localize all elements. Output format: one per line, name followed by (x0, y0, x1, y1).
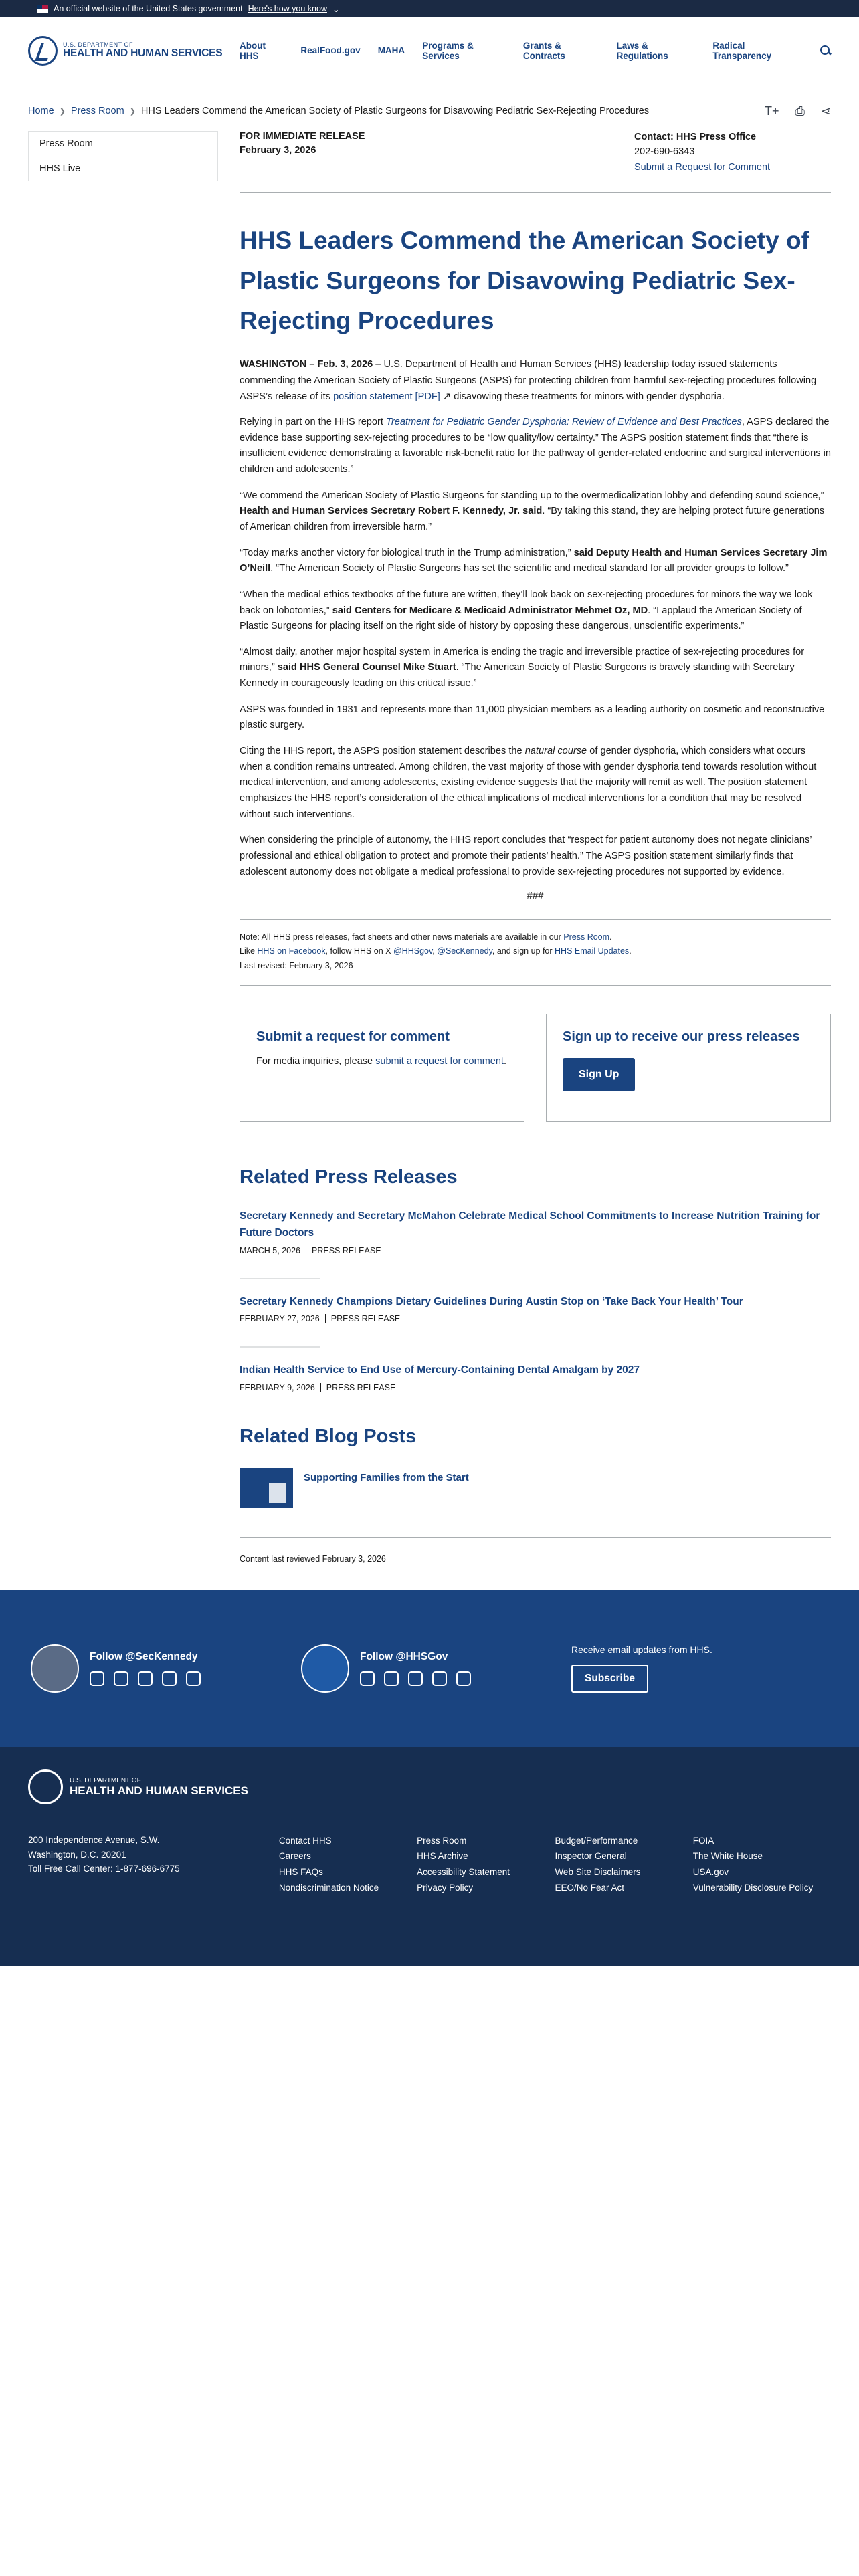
article (240, 128, 831, 1590)
truth-social-icon[interactable] (162, 1671, 177, 1686)
logo-line2: HEALTH AND HUMAN SERVICES (63, 47, 223, 60)
email-updates-link[interactable]: HHS Email Updates (555, 946, 630, 956)
x-icon[interactable] (384, 1671, 399, 1686)
signup-button[interactable]: Sign Up (563, 1058, 635, 1091)
related-item-title[interactable]: Indian Health Service to End Use of Mercury-Containing Dental Amalgam by 2027 (240, 1364, 640, 1376)
chevron-right-icon: ❯ (129, 107, 136, 116)
paragraph: Citing the HHS report, the ASPS position statement describes the natural course of gender dysphoria, which considers what occurs when a condition remains untreated. Among children, the vast majority of those with gender dysphoria tend towards resolution without medical intervention, and among adolescents, existing evidence suggests that the majority will remit as well. The position statement emphasizes the HHS report’s consideration of the ethical implications of medical interventions for a condition that may be resolved without such interventions. (240, 746, 817, 820)
facebook-icon[interactable] (90, 1671, 104, 1686)
position-statement-link[interactable]: position statement [PDF] (333, 391, 440, 402)
related-item: Secretary Kennedy Champions Dietary Guidelines During Austin Stop on ‘Take Back Your Health’ Tour FEBRUARY 27, 2026 PRESS RELEASE (240, 1278, 831, 1324)
avatar (31, 1644, 79, 1693)
release-date: February 3, 2026 (240, 145, 316, 156)
nav-maha[interactable]: MAHA (377, 45, 405, 56)
related-item-title[interactable]: Secretary Kennedy and Secretary McMahon Celebrate Medical School Commitments to Increase Nutrition Training for Future Doctors (240, 1210, 820, 1239)
press-room-link[interactable]: Press Room (563, 932, 610, 942)
request-comment-link[interactable]: Submit a Request for Comment (634, 161, 771, 173)
related-item: Secretary Kennedy and Secretary McMahon Celebrate Medical School Commitments to Increase Nutrition Training for Future Doctors MARCH 5, 2026 PRESS RELEASE (240, 1208, 831, 1255)
page-content (0, 128, 859, 1590)
blog-item-title[interactable]: Supporting Families from the Start (304, 1472, 469, 1484)
footer-logo[interactable]: U.S. DEPARTMENT OF HEALTH AND HUMAN SERVICES (28, 1769, 831, 1818)
footer-link[interactable]: Vulnerability Disclosure Policy (692, 1882, 814, 1893)
site-footer (0, 1747, 859, 1966)
footer-link[interactable]: Press Room (417, 1836, 467, 1846)
seckennedy-x-link[interactable]: @SecKennedy (437, 946, 492, 956)
paragraph: “Today marks another victory for biological truth in the Trump administration,” said Deputy Health and Human Services Secretary Jim O’Neill. “The American Society of Plastic Surgeons has set the scientific and medical standard for all provider groups to follow.” (240, 547, 828, 574)
content-reviewed: Content last reviewed February 3, 2026 (240, 1537, 831, 1564)
nav-programs[interactable]: Programs & Services (422, 40, 474, 61)
comment-card: Submit a request for comment For media inquiries, please submit a request for comment. (240, 1014, 524, 1122)
us-flag-icon (37, 5, 48, 13)
related-press-title: Related Press Releases (240, 1166, 458, 1188)
gov-banner (0, 0, 859, 17)
related-item: Indian Health Service to End Use of Mercury-Containing Dental Amalgam by 2027 FEBRUARY 9, 2026 PRESS RELEASE (240, 1346, 831, 1392)
site-header (0, 17, 859, 84)
hhs-logo[interactable] (28, 36, 222, 66)
nav-laws[interactable]: Laws & Regulations (616, 40, 668, 61)
footer-links (28, 1833, 831, 1895)
paragraph: “When the medical ethics textbooks of the future are written, they’ll look back on sex-rejecting procedures for minors the way we look back on lobotomies,” said Centers for Medicare & Medicaid Administrator Mehmet Oz, MD. “I applaud the American Society of Plastic Surgeons for placing itself on the right side of history by opposing these dangerous, unscientific experiments.” (240, 588, 813, 632)
release-label: FOR IMMEDIATE RELEASE (240, 131, 365, 142)
hhs-eagle-icon (28, 1769, 63, 1804)
footer-link[interactable]: USA.gov (692, 1866, 729, 1877)
end-marker: ### (527, 890, 544, 902)
hhs-avatar (301, 1644, 349, 1693)
instagram-icon[interactable] (432, 1671, 447, 1686)
chevron-down-icon: ⌄ (332, 4, 340, 14)
article-body (240, 357, 831, 901)
footer-link[interactable]: EEO/No Fear Act (555, 1882, 624, 1893)
paragraph: When considering the principle of autonomy, the HHS report concludes that “respect for patient autonomy does not negate clinicians’ professional and ethical obligation to protect and promote their patients’ health.” The ASPS position statement similarly finds that adolescent autonomy does not obligate a medical professional to provide sex-rejecting procedures not supported by evidence. (240, 835, 812, 877)
release-header (240, 128, 831, 193)
text-size-icon[interactable]: T+ (764, 104, 779, 118)
breadcrumb-current: HHS Leaders Commend the American Society of Plastic Surgeons for Disavowing Pediatric Sex-Rejecting Procedures (140, 106, 650, 116)
sidebar (28, 128, 218, 1590)
nav-about[interactable]: About HHS (240, 40, 266, 61)
footer-link[interactable]: FOIA (692, 1836, 714, 1846)
external-link-icon: ↗ (440, 391, 452, 402)
breadcrumb-home[interactable]: Home (28, 106, 54, 116)
footer-link[interactable]: Inspector General (555, 1851, 627, 1862)
blog-thumbnail[interactable] (240, 1468, 293, 1508)
nav-transparency[interactable]: Radical Transparency (712, 40, 772, 61)
follow-kennedy: Follow @SecKennedy (31, 1644, 301, 1693)
x-icon[interactable] (114, 1671, 128, 1686)
side-nav (28, 131, 218, 181)
main-nav (240, 41, 831, 61)
youtube-icon[interactable] (408, 1671, 423, 1686)
print-icon[interactable]: ⎙ (795, 104, 805, 118)
paragraph: Relying in part on the HHS report Treatment for Pediatric Gender Dysphoria: Review of Evidence and Best Practices, ASPS declared the evidence base supporting sex-rejecting procedures to be “low quality/low certainty.” The ASPS position statement finds that “there is insufficient evidence demonstrating a favorable risk-benefit ratio for the pathway of gender-related endocrine and surgical interventions in children and adolescents.” (240, 417, 831, 475)
paragraph: ASPS was founded in 1931 and represents more than 11,000 physician members as a leading authority on cosmetic and reconstructive plastic surgery. (240, 704, 825, 731)
footer-address: 200 Independence Avenue, S.W. Washington, D.C. 20201 Toll Free Call Center: 1-877-696-6775 (28, 1835, 180, 1874)
hhs-report-link[interactable]: Treatment for Pediatric Gender Dysphoria: Review of Evidence and Best Practices (386, 417, 742, 428)
paragraph: “Almost daily, another major hospital system in America is ending the tragic and irreversible practice of sex-rejecting procedures for minors,” said HHS General Counsel Mike Stuart. “The American Society of Plastic Surgeons is bravely standing with Secretary Kennedy in courageously leading on this critical issue.” (240, 646, 805, 689)
footer-link[interactable]: Nondiscrimination Notice (278, 1882, 379, 1893)
share-icon[interactable]: ⋖ (820, 104, 831, 118)
cta-cards (240, 1014, 831, 1122)
release-note: Note: All HHS press releases, fact sheets and other news materials are available in our Press Room. Like HHS on Facebook, follow HHS on X @HHSgov, @SecKennedy, and sign up for HHS Email Updates. Last revised: February 3, 2026 (240, 919, 831, 986)
sidenav-hhs-live[interactable]: HHS Live (29, 156, 217, 181)
banner-text: An official website of the United States government (54, 4, 243, 13)
footer-link[interactable]: Contact HHS (278, 1836, 332, 1846)
footer-link[interactable]: Accessibility Statement (417, 1866, 510, 1877)
breadcrumb (0, 94, 859, 128)
related-blog-title: Related Blog Posts (240, 1426, 417, 1448)
signup-card: Sign up to receive our press releases Sign Up (546, 1014, 831, 1122)
hhsgov-x-link[interactable]: @HHSgov (393, 946, 433, 956)
facebook-link[interactable]: HHS on Facebook (257, 946, 326, 956)
nav-grants[interactable]: Grants & Contracts (522, 40, 565, 61)
paragraph: “We commend the American Society of Plastic Surgeons for standing up to the overmedicalization lobby and defending sound science,” Health and Human Services Secretary Robert F. Kennedy, Jr. said. “By taking this stand, they are helping protect future generations of American children from irreversible harm.” (240, 490, 825, 532)
chevron-right-icon: ❯ (59, 107, 66, 116)
footer-link[interactable]: HHS FAQs (278, 1866, 323, 1877)
footer-link[interactable]: Careers (278, 1851, 311, 1862)
paragraph: WASHINGTON – Feb. 3, 2026 – U.S. Department of Health and Human Services (HHS) leadership today issued statements commending the American Society of Plastic Surgeons (ASPS) for protecting children from harmful sex-rejecting procedures following ASPS’s release of its position statement [PDF] ↗ disavowing these treatments for minors with gender dysphoria. (240, 359, 817, 402)
related-item-title[interactable]: Secretary Kennedy Champions Dietary Guidelines During Austin Stop on ‘Take Back Your Health’ Tour (240, 1295, 743, 1307)
subscribe-button[interactable]: Subscribe (571, 1665, 648, 1693)
contact-label: Contact: HHS Press Office (634, 132, 757, 142)
logo-line1: U.S. DEPARTMENT OF (63, 41, 134, 48)
last-revised: Last revised: February 3, 2026 (240, 960, 353, 970)
email-signup: Receive email updates from HHS. Subscribe (571, 1644, 712, 1693)
footer-link[interactable]: HHS Archive (417, 1851, 468, 1862)
facebook-icon[interactable] (360, 1671, 375, 1686)
footer-link[interactable]: Privacy Policy (417, 1882, 474, 1893)
blog-item[interactable] (240, 1468, 831, 1508)
social-band (0, 1590, 859, 1747)
banner-link[interactable]: Here's how you know (248, 4, 327, 13)
contact-phone: 202-690-6343 (634, 146, 695, 158)
instagram-icon[interactable] (138, 1671, 153, 1686)
breadcrumb-press[interactable]: Press Room (70, 106, 124, 116)
nav-realfood[interactable]: RealFood.gov (300, 45, 361, 56)
hhs-eagle-icon (28, 36, 58, 66)
linkedin-icon[interactable] (186, 1671, 201, 1686)
search-icon[interactable] (820, 45, 831, 57)
follow-hhs: Follow @HHSGov (301, 1644, 571, 1693)
sidenav-press-room[interactable]: Press Room (39, 138, 93, 149)
footer-link[interactable]: The White House (692, 1851, 763, 1862)
page-title: HHS Leaders Commend the American Society of Plastic Surgeons for Disavowing Pediatric Sex-Rejecting Procedures (240, 227, 809, 335)
comment-card-link[interactable]: submit a request for comment (375, 1055, 504, 1067)
footer-link[interactable]: Web Site Disclaimers (555, 1866, 641, 1877)
footer-link[interactable]: Budget/Performance (555, 1836, 638, 1846)
page-tools (765, 104, 831, 118)
linkedin-icon[interactable] (456, 1671, 471, 1686)
